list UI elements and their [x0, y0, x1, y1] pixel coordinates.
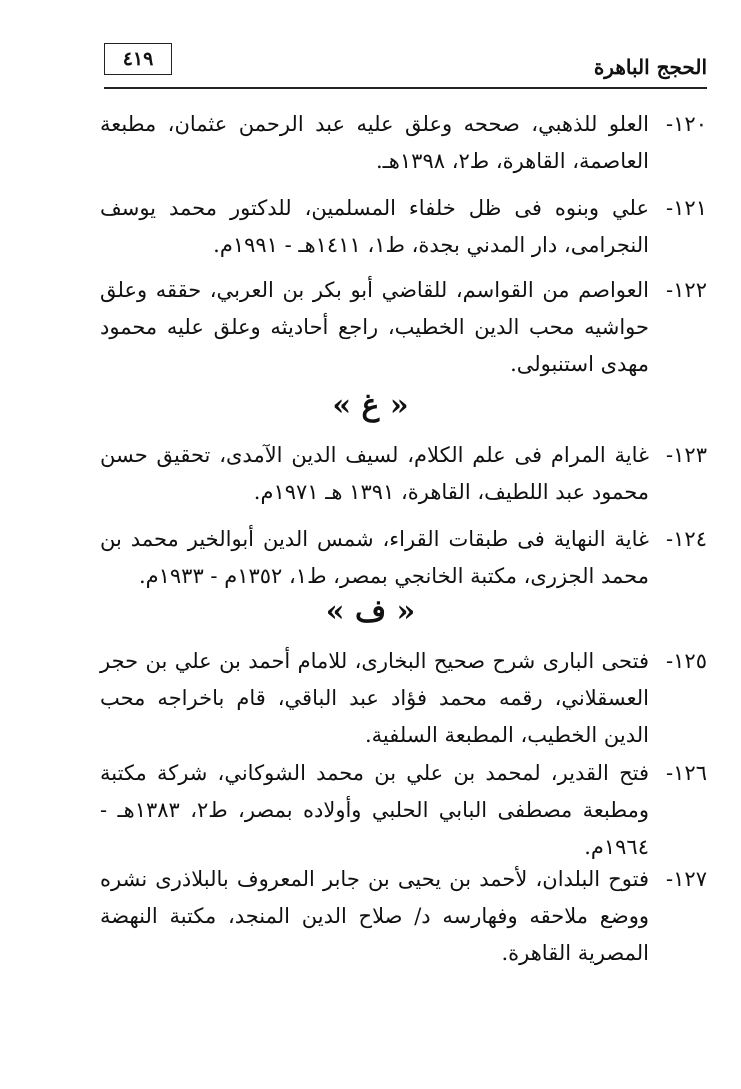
entry-text: فتوح البلدان، لأحمد بن يحيى بن جابر المعروف بالبلاذرى نشره ووضع ملاحقه وفهارسه د/ صلاح الدين المنجد، مكتبة النهضة المصرية القاهرة. — [100, 867, 649, 965]
entry-text: العواصم من القواسم، للقاضي أبو بكر بن العربي، حققه وعلق حواشيه محب الدين الخطيب، راجع أحاديثه وعلق عليه محمود مهدى استنبولى. — [100, 278, 649, 376]
bibliography-entry-126 — [100, 755, 707, 866]
bibliography-entry-123 — [100, 437, 707, 511]
entry-number: ١٢٠- — [666, 112, 707, 136]
bibliography-entry-122 — [100, 272, 707, 383]
entry-text: فتح القدير، لمحمد بن علي بن محمد الشوكاني، شركة مكتبة ومطبعة مصطفى البابي الحلبي وأولاده بمصر، ط٢، ١٣٨٣هـ - ١٩٦٤م. — [100, 761, 649, 859]
entry-text: غاية النهاية فى طبقات القراء، شمس الدين أبوالخير محمد بن محمد الجزرى، مكتبة الخانجي بمصر، ط١، ١٣٥٢م - ١٩٣٣م. — [100, 527, 649, 588]
entry-number: ١٢٥- — [666, 649, 707, 673]
bibliography-entry-124 — [100, 521, 707, 595]
running-title: الحجج الباهرة — [593, 55, 707, 79]
entry-number: ١٢٦- — [666, 761, 707, 785]
entry-number: ١٢١- — [666, 196, 707, 220]
entry-number: ١٢٧- — [666, 867, 707, 891]
bibliography-entry-121 — [100, 190, 707, 264]
bibliography-entry-125 — [100, 643, 707, 754]
bibliography-entry-120 — [100, 106, 707, 180]
entry-text: علي وبنوه فى ظل خلفاء المسلمين، للدكتور محمد يوسف النجرامى، دار المدني بجدة، ط١، ١٤١١هـ - ١٩٩١م. — [100, 196, 649, 257]
page-number: ٤١٩ — [122, 48, 154, 70]
entry-text: فتحى البارى شرح صحيح البخارى، للامام أحمد بن علي بن حجر العسقلاني، رقمه محمد فؤاد عبد الباقي، قام باخراجه محب الدين الخطيب، المطبعة السلفية. — [100, 649, 649, 747]
entry-number: ١٢٣- — [666, 443, 707, 467]
section-heading-fa: « ف » — [325, 594, 416, 629]
bibliography-entry-127 — [100, 861, 707, 972]
entry-number: ١٢٤- — [666, 527, 707, 551]
entry-number: ١٢٢- — [666, 278, 707, 302]
section-heading-ghain: « غ » — [332, 388, 409, 423]
entry-text: غاية المرام فى علم الكلام، لسيف الدين الآمدى، تحقيق حسن محمود عبد اللطيف، القاهرة، ١٣٩١ هـ ١٩٧١م. — [100, 443, 649, 504]
entry-text: العلو للذهبي، صححه وعلق عليه عبد الرحمن عثمان، مطبعة العاصمة، القاهرة، ط٢، ١٣٩٨هـ. — [100, 112, 649, 173]
